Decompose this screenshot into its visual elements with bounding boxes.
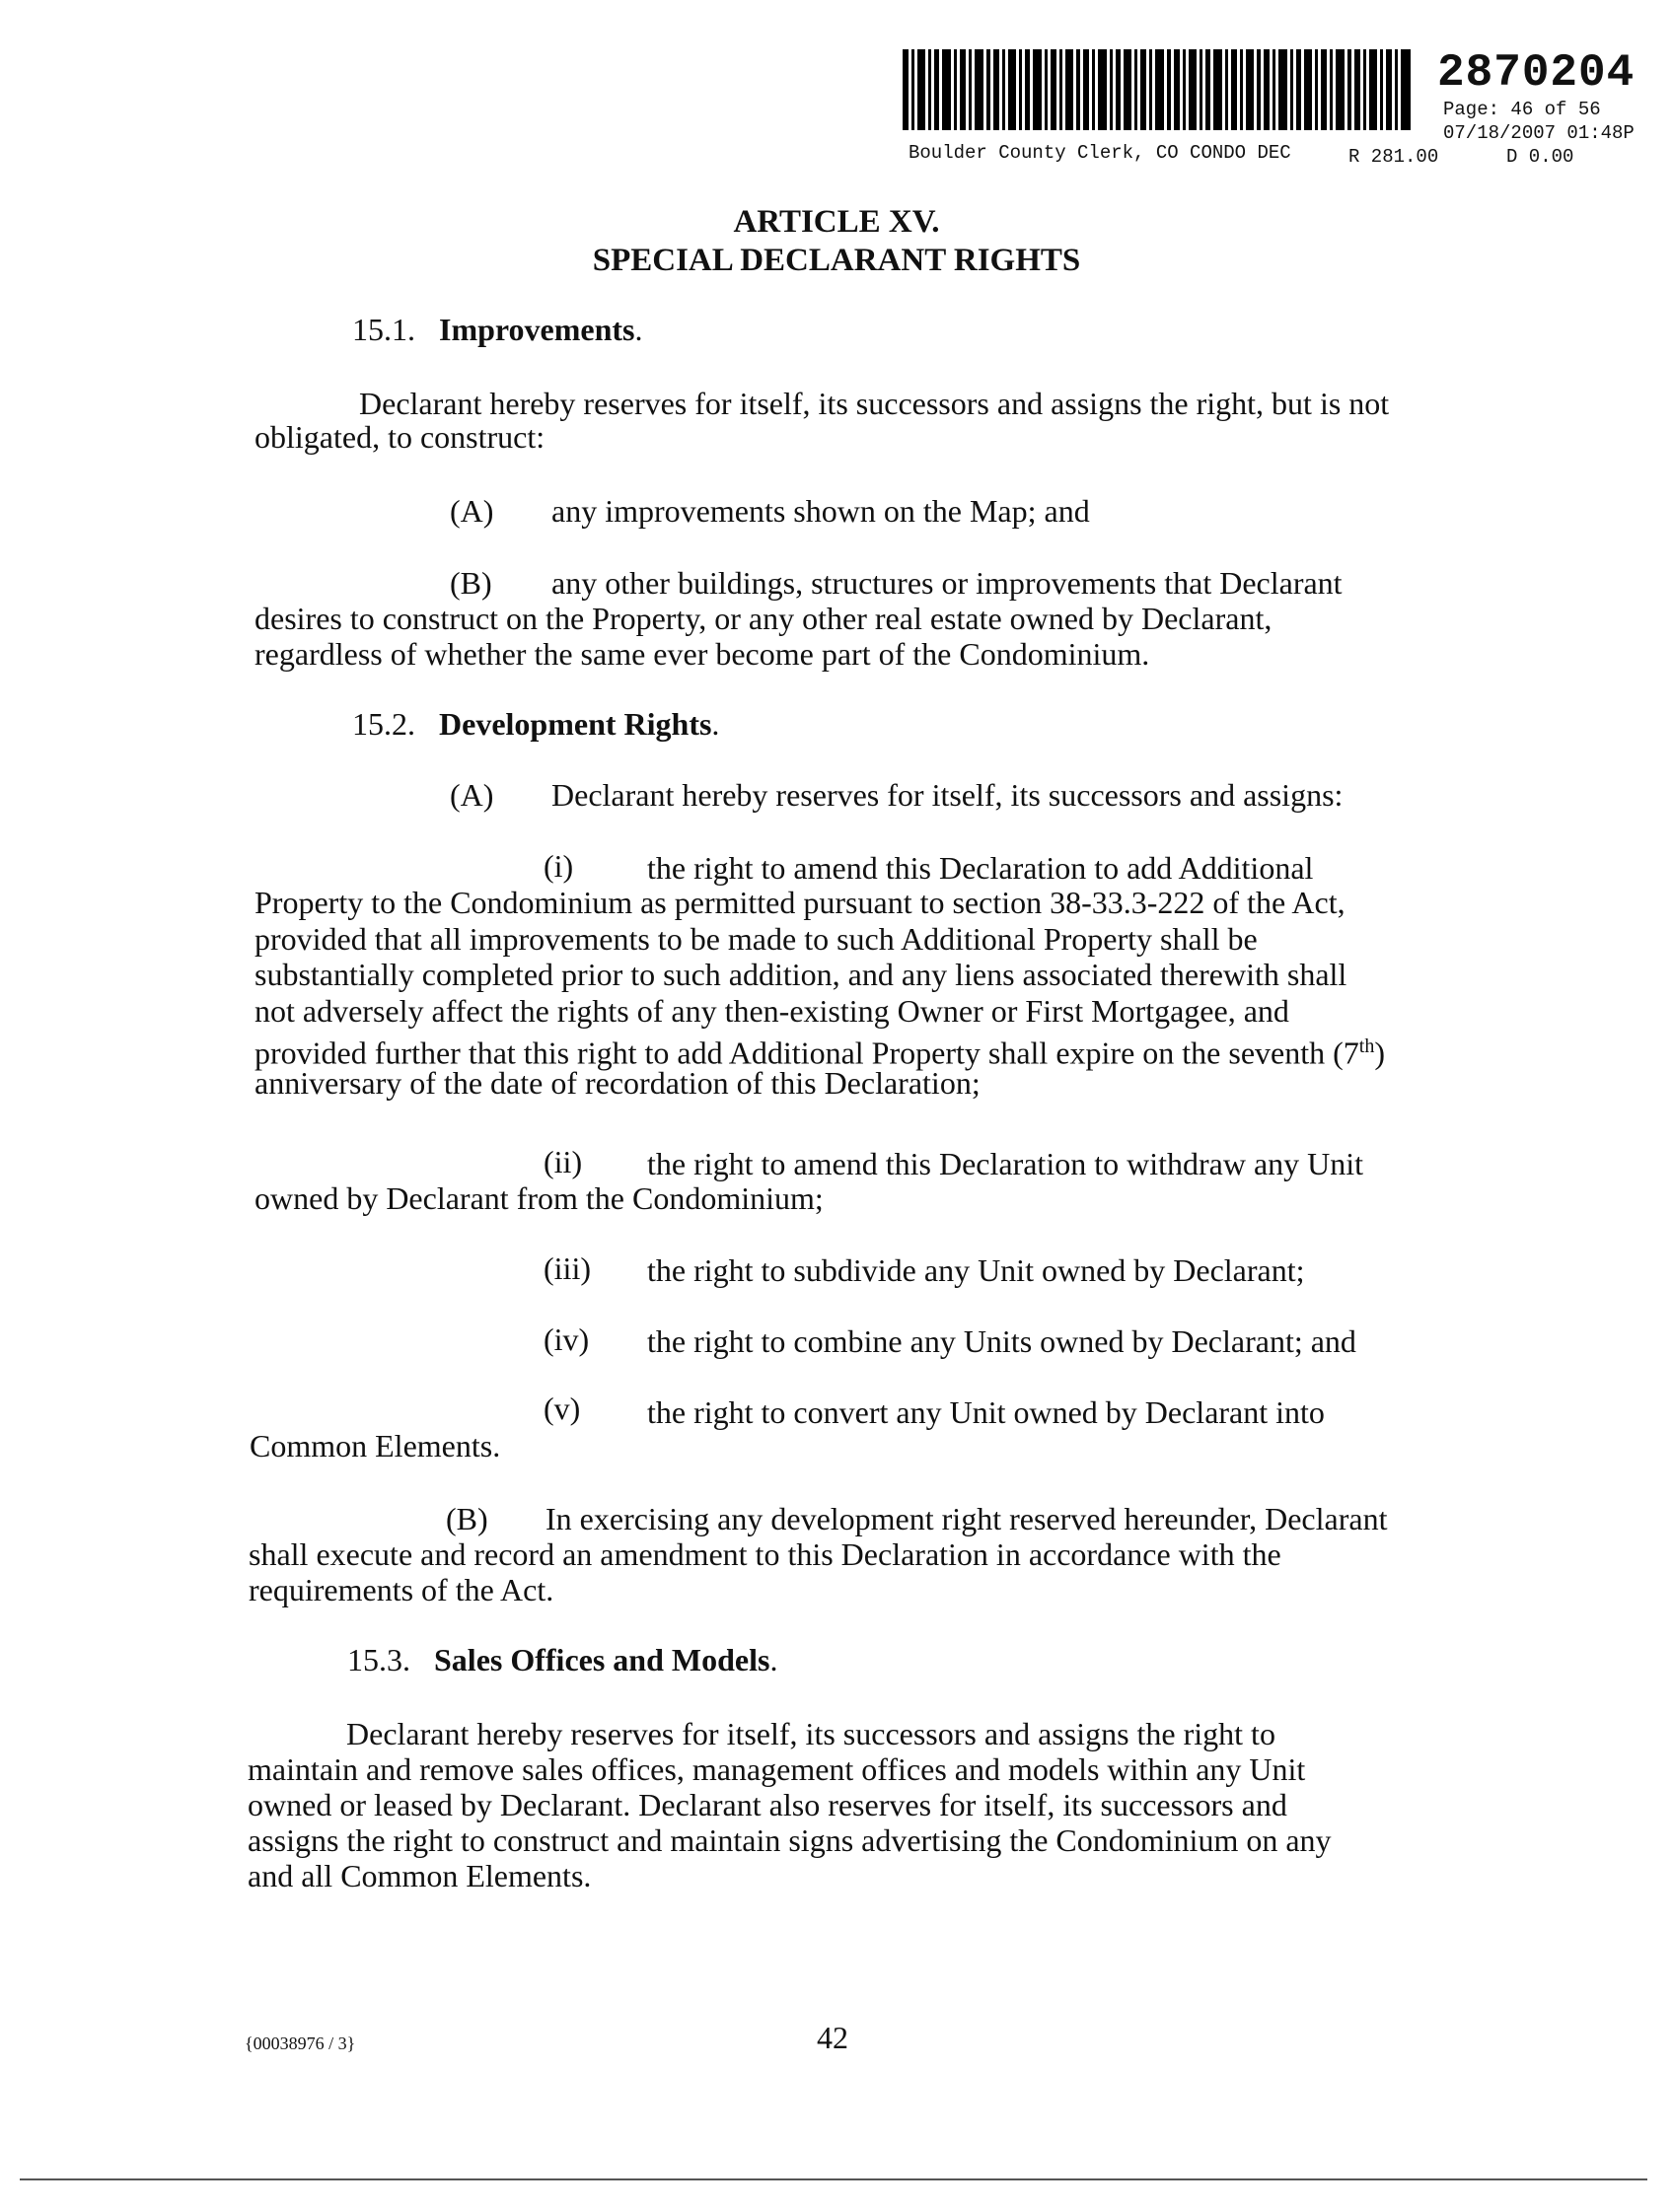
section-number: 15.1. [352, 312, 415, 347]
item-text: shall execute and record an amendment to this Declaration in accordance with the [249, 1536, 1281, 1572]
section-15-1-heading: 15.1. Improvements. [352, 312, 643, 347]
item-label: (iv) [544, 1321, 590, 1357]
item-label: (iii) [544, 1250, 591, 1286]
item-label: (ii) [544, 1144, 583, 1179]
paragraph-line: owned or leased by Declarant. Declarant also reserves for itself, its successors and [248, 1787, 1287, 1822]
item-text: any other buildings, structures or improvements that Declarant [551, 565, 1343, 601]
item-label: (A) [450, 777, 494, 813]
section-number: 15.3. [347, 1642, 410, 1677]
section-number: 15.2. [352, 706, 415, 742]
article-title: SPECIAL DECLARANT RIGHTS [592, 243, 1081, 278]
item-text: Declarant hereby reserves for itself, its successors and assigns: [551, 777, 1344, 813]
footer-doc-id: {00038976 / 3} [245, 2034, 356, 2053]
item-text: any improvements shown on the Map; and [551, 493, 1090, 529]
item-text: the right to subdivide any Unit owned by Declarant; [647, 1252, 1305, 1288]
section-title: Development Rights [439, 706, 712, 742]
item-text: provided further that this right to add Additional Property shall expire on the seventh (7th) [255, 1035, 1385, 1071]
item-text: the right to amend this Declaration to add Additional [647, 850, 1314, 886]
item-text: requirements of the Act. [249, 1572, 554, 1607]
item-text: Property to the Condominium as permitted pursuant to section 38-33.3-222 of the Act, [255, 885, 1346, 920]
item-label: (i) [544, 848, 574, 884]
barcode [903, 49, 1411, 130]
article-number: ARTICLE XV. [733, 204, 940, 240]
item-text: substantially completed prior to such addition, and any liens associated therewith shall [255, 957, 1347, 992]
item-text: regardless of whether the same ever become part of the Condominium. [255, 636, 1150, 672]
paragraph-line: Declarant hereby reserves for itself, its successors and assigns the right to [346, 1716, 1275, 1751]
stamp-datetime: 07/18/2007 01:48P [1443, 122, 1635, 144]
paragraph-line: obligated, to construct: [255, 419, 546, 455]
paragraph-line: and all Common Elements. [248, 1858, 592, 1893]
section-15-2-heading: 15.2. Development Rights. [352, 706, 720, 742]
item-text: In exercising any development right reserved hereunder, Declarant [546, 1501, 1388, 1536]
scan-edge-line [20, 2178, 1647, 2180]
item-text: the right to combine any Units owned by Declarant; and [647, 1323, 1356, 1359]
section-title: Sales Offices and Models [434, 1642, 770, 1677]
item-text: desires to construct on the Property, or any other real estate owned by Declarant, [255, 601, 1273, 636]
superscript: th [1358, 1035, 1375, 1057]
paragraph-line: Declarant hereby reserves for itself, its successors and assigns the right, but is not [359, 386, 1390, 421]
stamp-fee-r: R 281.00 [1348, 146, 1439, 168]
item-text: owned by Declarant from the Condominium; [255, 1180, 824, 1216]
item-text: anniversary of the date of recordation of this Declaration; [255, 1065, 981, 1101]
stamp-page-line: Page: 46 of 56 [1443, 99, 1601, 120]
item-text: Common Elements. [250, 1428, 501, 1463]
recording-number: 2870204 [1437, 47, 1636, 99]
item-text: not adversely affect the rights of any then-existing Owner or First Mortgagee, and [255, 993, 1289, 1029]
paragraph-line: maintain and remove sales offices, management offices and models within any Unit [248, 1751, 1306, 1787]
paragraph-line: assigns the right to construct and maintain signs advertising the Condominium on any [248, 1822, 1332, 1858]
section-title: Improvements [439, 312, 635, 347]
stamp-fee-d: D 0.00 [1506, 146, 1574, 168]
item-text: the right to convert any Unit owned by Declarant into [647, 1394, 1325, 1430]
item-label: (B) [446, 1501, 488, 1536]
item-text: provided that all improvements to be made to such Additional Property shall be [255, 921, 1258, 957]
page-number: 42 [817, 2020, 848, 2055]
section-15-3-heading: 15.3. Sales Offices and Models. [347, 1642, 778, 1677]
stamp-clerk: Boulder County Clerk, CO CONDO DEC [909, 142, 1291, 164]
item-label: (A) [450, 493, 494, 529]
item-label: (B) [450, 565, 492, 601]
item-text: the right to amend this Declaration to withdraw any Unit [647, 1146, 1364, 1181]
item-label: (v) [544, 1391, 581, 1426]
